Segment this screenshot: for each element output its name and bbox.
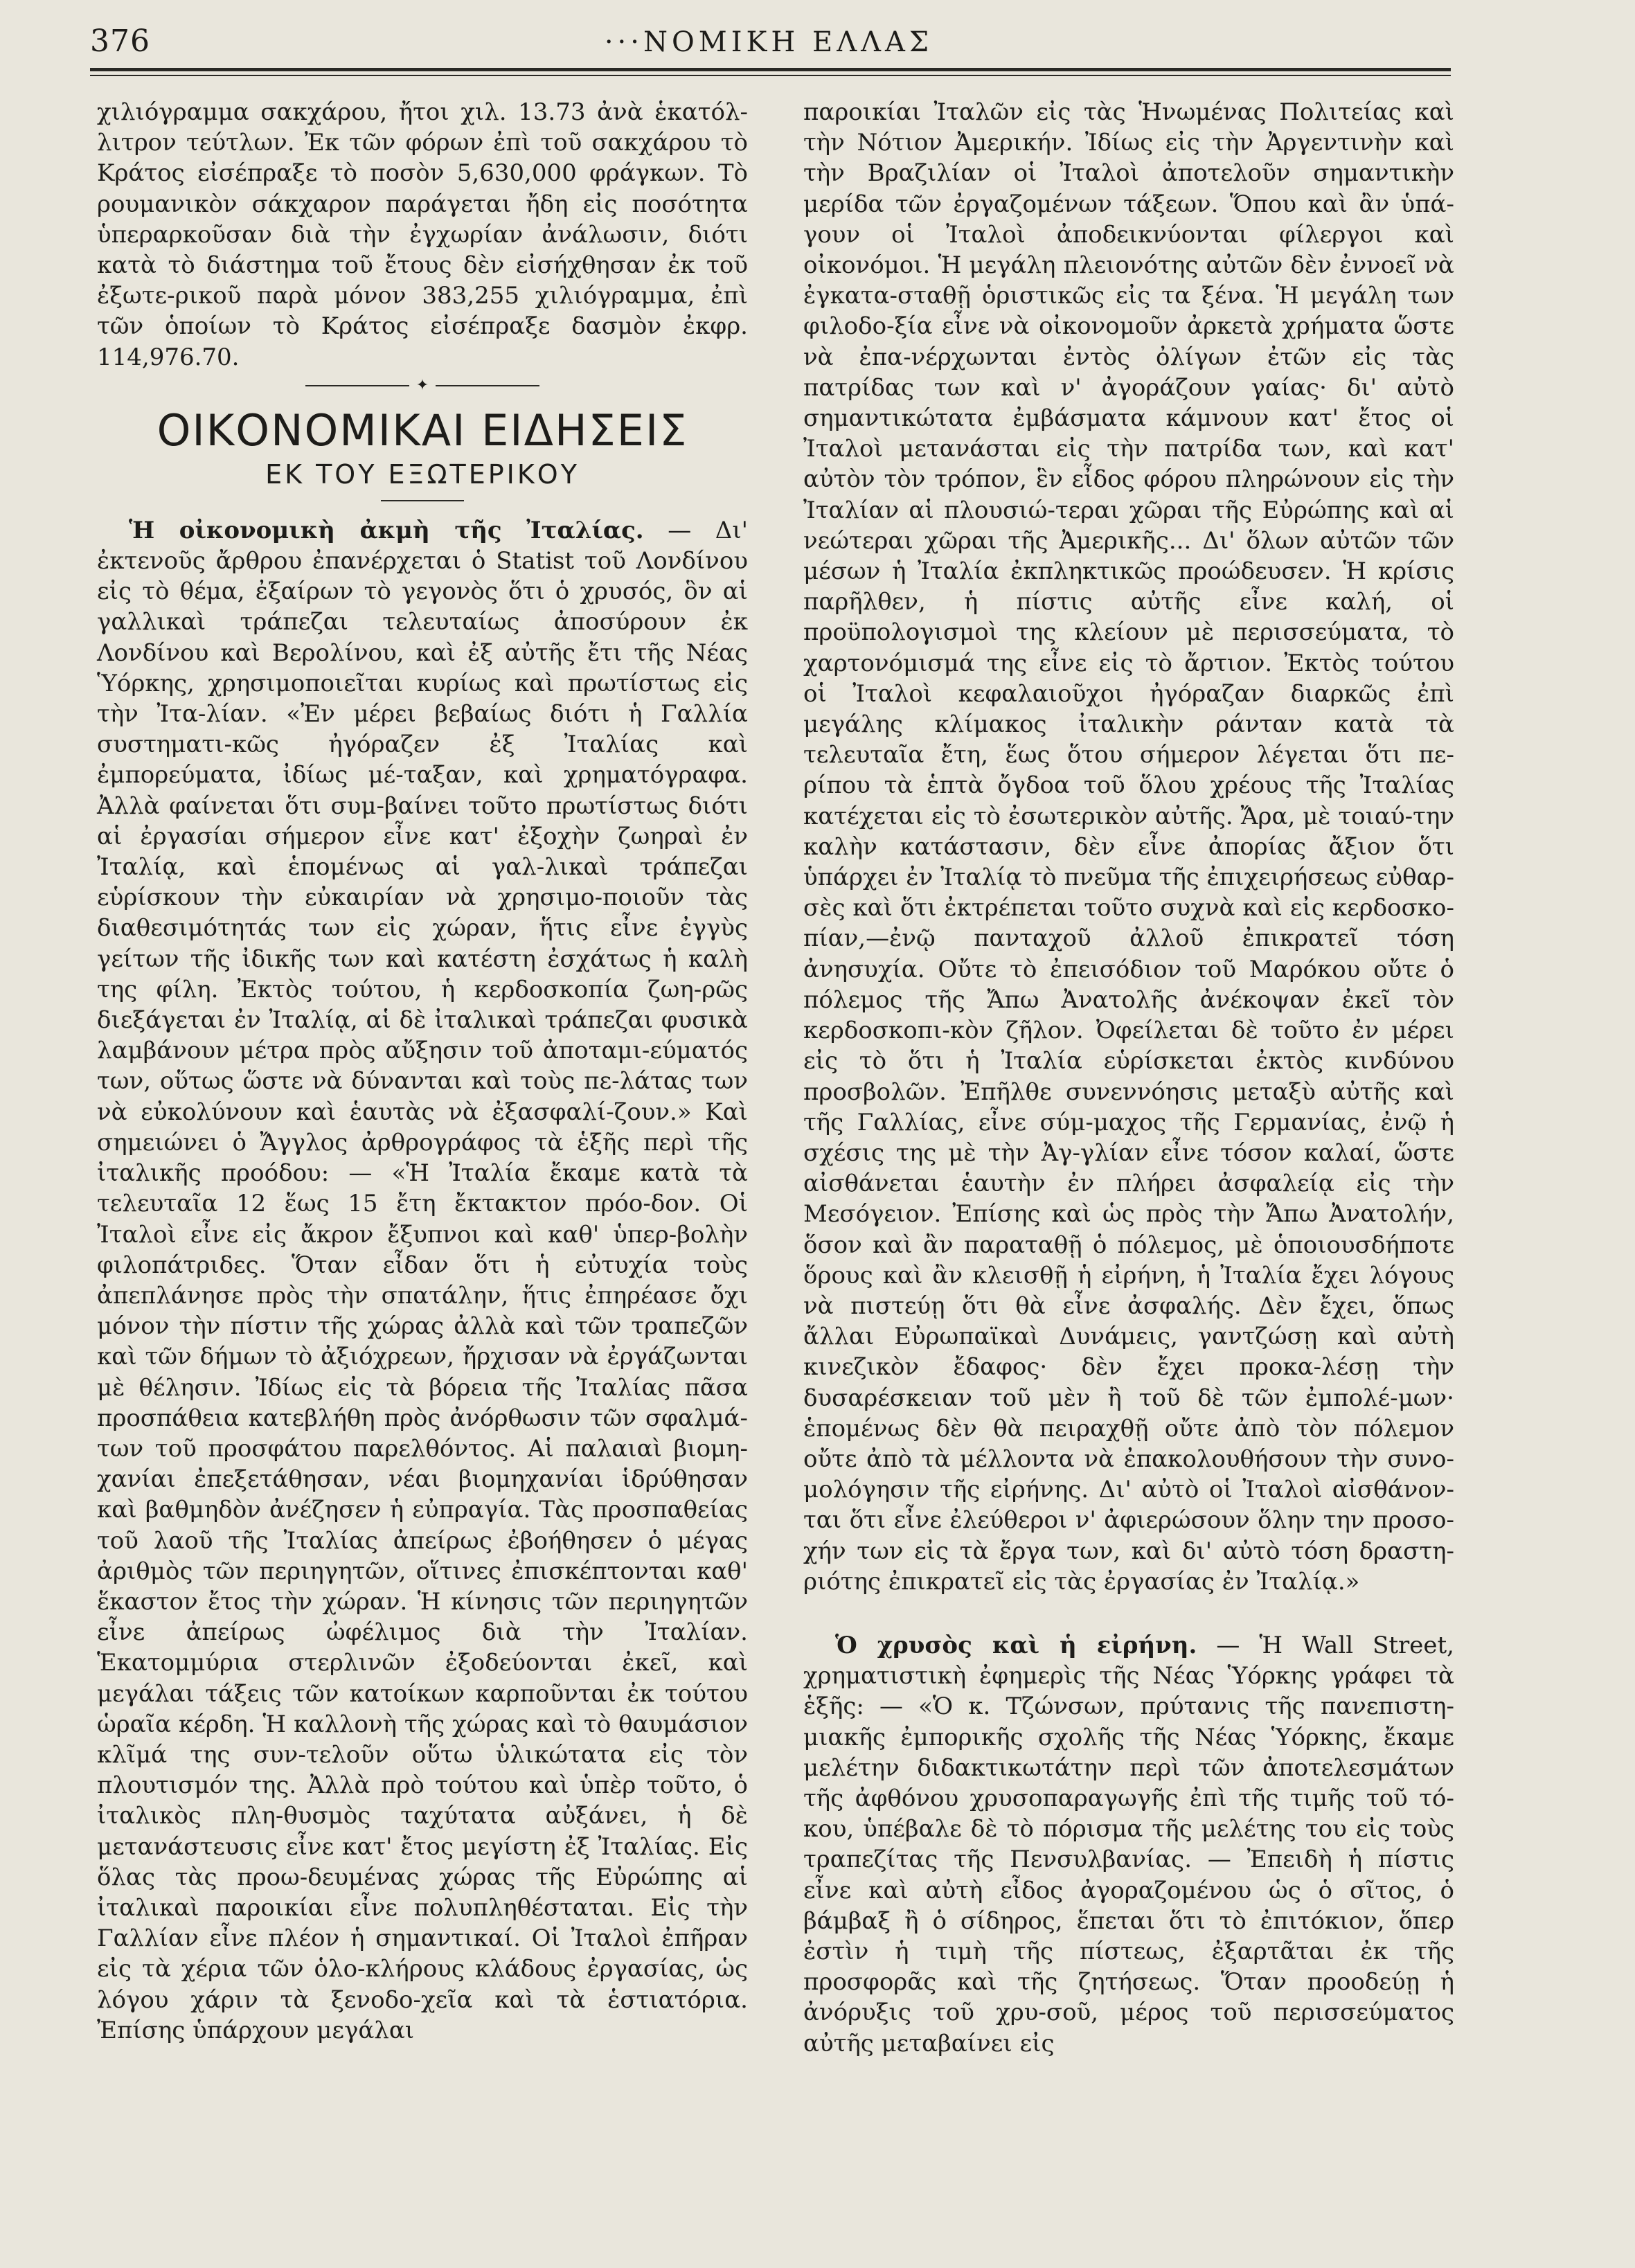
article-gold-text: — Ἡ Wall Street, χρηματιστικὴ ἐφημερὶς τῆς Νέας Ὑόρκης γράφει τὰ ἑξῆς: — «Ὁ κ. Τζώνσων, πρύτανις τῆς πανεπιστη-μιακῆς ἐμπορικῆς σχολῆς τῆς Νέας Ὑόρκης, ἔκαμε μελέτην διδακτικωτάτην περὶ τῶν ἀποτελεσμάτων τῆς ἀφθόνου χρυσοπαραγωγῆς ἐπὶ τῆς τιμῆς τοῦ τό-κου, ὑπέβαλε δὲ τὸ πόρισμα τῆς μελέτης του εἰς τοὺς τραπεζίτας τῆς Πενσυλβανίας. — Ἐπειδὴ ἡ πίστις εἶνε καὶ αὐτὴ εἶδος ἀγοραζομένου ὡς ὁ σῖτος, ὁ βάμβαξ ἢ ὁ σίδηρος, ἕπεται ὅτι τὸ ἐπιτόκιον, ὅπερ ἐστὶν ἡ τιμὴ τῆς πίστεως, ἐξαρτᾶται ἐκ τῆς προσφορᾶς καὶ τῆς ζητήσεως. Ὅταν προοδεύῃ ἡ ἀνόρυξις τοῦ χρυ-σοῦ, μέρος τοῦ περισσεύματος αὐτῆς μεταβαίνει εἰς	[803, 1631, 1454, 2057]
article-italy-paragraph	[97, 515, 748, 2046]
running-title: ···ΝΟΜΙΚΗ ΕΛΛΑΣ	[604, 26, 933, 58]
article-gold-heading: Ὁ χρυσὸς καὶ ἡ εἰρήνη.	[835, 1631, 1197, 1659]
article-italy-text: — Δι' ἐκτενοῦς ἄρθρου ἐπανέρχεται ὁ Statist τοῦ Λονδίνου εἰς τὸ θέμα, ἐξαίρων τὸ γεγονὸς ὅτι ὁ χρυσός, ὃν αἱ γαλλικαὶ τράπεζαι τελευταίως ἀποσύρουν ἐκ Λονδίνου καὶ Βερολίνου, καὶ ἐξ αὐτῆς ἔτι τῆς Νέας Ὑόρκης, χρησιμοποιεῖται κυρίως καὶ πρωτίστως εἰς τὴν Ἰτα-λίαν. «Ἐν μέρει βεβαίως διότι ἡ Γαλλία συστηματι-κῶς ἠγόραζεν ἐξ Ἰταλίας καὶ ἐμπορεύματα, ἰδίως μέ-ταξαν, καὶ χρηματόγραφα. Ἀλλὰ φαίνεται ὅτι συμ-βαίνει τοῦτο πρωτίστως διότι αἱ ἐργασίαι σήμερον εἶνε κατ' ἐξοχὴν ζωηραὶ ἐν Ἰταλίᾳ, καὶ ἑπομένως αἱ γαλ-λικαὶ τράπεζαι εὑρίσκουν τὴν εὐκαιρίαν νὰ χρησιμο-ποιοῦν τὰς διαθεσιμότητάς των εἰς χώραν, ἥτις εἶνε ἐγγὺς γείτων τῆς ἰδικῆς των καὶ κατέστη ἐσχάτως ἡ καλὴ της φίλη. Ἐκτὸς τούτου, ἡ κερδοσκοπία ζωη-ρῶς διεξάγεται ἐν Ἰταλίᾳ, αἱ δὲ ἰταλικαὶ τράπεζαι φυσικὰ λαμβάνουν μέτρα πρὸς αὔξησιν τοῦ ἀποταμι-εύματός των, οὕτως ὥστε νὰ δύνανται καὶ τοὺς πε-λάτας των νὰ εὐκολύνουν καὶ ἑαυτὰς νὰ ἐξασφαλί-ζουν.» Καὶ σημειώνει ὁ Ἄγγλος ἀρθρογράφος τὰ ἑξῆς περὶ τῆς ἰταλικῆς προόδου: — «Ἡ Ἰταλία ἔκαμε κατὰ τὰ τελευταῖα 12 ἕως 15 ἔτη ἔκτακτον πρόο-δον. Οἱ Ἰταλοὶ εἶνε εἰς ἄκρον ἔξυπνοι καὶ καθ' ὑπερ-βολὴν φιλοπάτριδες. Ὅταν εἶδαν ὅτι ἡ εὐτυχία τοὺς ἀπεπλάνησε πρὸς τὴν σπατάλην, ἥτις ἐπηρέασε ὄχι μόνον τὴν πίστιν τῆς χώρας ἀλλὰ καὶ τῶν τραπεζῶν καὶ τῶν δήμων τὸ ἀξιόχρεων, ἤρχισαν νὰ ἐργάζωνται μὲ θέλησιν. Ἰδίως εἰς τὰ βόρεια τῆς Ἰταλίας πᾶσα προσπάθεια κατεβλήθη πρὸς ἀνόρθωσιν τῶν σφαλμά-των τοῦ προσφάτου παρελθόντος. Αἱ παλαιαὶ βιομη-χανίαι ἐπεξετάθησαν, νέαι βιομηχανίαι ἱδρύθησαν καὶ βαθμηδὸν ἀνέζησεν ἡ εὐπραγία. Τὰς προσπαθείας τοῦ λαοῦ τῆς Ἰταλίας ἀπείρως ἐβοήθησεν ὁ μέγας ἀριθμὸς τῶν περιηγητῶν, οἵτινες ἐπισκέπτονται καθ' ἕκαστον ἔτος τὴν χώραν. Ἡ κίνησις τῶν περιηγητῶν εἶνε ἀπείρως ὠφέλιμος διὰ τὴν Ἰταλίαν. Ἑκατομμύρια στερλινῶν ἐξοδεύονται ἐκεῖ, καὶ μεγάλαι τάξεις τῶν κατοίκων καρποῦνται ἐκ τούτου ὡραῖα κέρδη. Ἡ καλλονὴ τῆς χώρας καὶ τὸ θαυμάσιον κλῖμά της συν-τελοῦν οὕτω ὑλικώτατα εἰς τὸν πλουτισμόν της. Ἀλλὰ πρὸ τούτου καὶ ὑπὲρ τοῦτο, ὁ ἰταλικὸς πλη-θυσμὸς ταχύτατα αὐξάνει, ἡ δὲ μετανάστευσις εἶνε κατ' ἔτος μεγίστη ἐξ Ἰταλίας. Εἰς ὅλας τὰς προω-δευμένας χώρας τῆς Εὐρώπης αἱ ἰταλικαὶ παροικίαι εἶνε πολυπληθέσταται. Εἰς τὴν Γαλλίαν εἶνε πλέον ἡ σημαντικαί. Οἱ Ἰταλοὶ ἐπῆραν εἰς τὰ χέρια τῶν ὁλο-κλήρους κλάδους ἐργασίας, ὡς λόγου χάριν τὰ ξενοδο-χεῖα καὶ τὰ ἑστιατόρια. Ἐπίσης ὑπάρχουν μεγάλαι	[97, 516, 748, 2044]
divider-ornament-icon: ✦	[416, 376, 429, 394]
right-column	[803, 97, 1454, 2059]
divider-line-right	[436, 385, 539, 386]
section-divider	[97, 377, 748, 395]
section-subtitle: ΕΚ ΤΟΥ ΕΞΩΤΕΡΙΚΟΥ	[265, 458, 580, 490]
header-rule-thick	[90, 68, 1451, 71]
article-gap	[803, 1597, 1454, 1630]
page-header	[90, 21, 1447, 62]
header-rule-thin	[90, 75, 1451, 76]
left-column	[97, 97, 748, 2046]
page-number: 376	[90, 24, 150, 59]
article-italy-heading: Ἡ οἰκονομικὴ ἀκμὴ τῆς Ἰταλίας.	[129, 516, 644, 544]
divider-line-left	[305, 385, 409, 386]
intro-paragraph: χιλιόγραμμα σακχάρου, ἤτοι χιλ. 13.73 ἀνὰ ἑκατόλ-λιτρον τεύτλων. Ἐκ τῶν φόρων ἐπὶ τοῦ σακχάρου τὸ Κράτος εἰσέπραξε τὸ ποσὸν 5,630,000 φράγκων. Τὸ ρουμανικὸν σάκχαρον παράγεται ἤδη εἰς ποσότητα ὑπεραρκοῦσαν διὰ τὴν ἐγχωρίαν ἀνάλωσιν, διότι κατὰ τὸ διάστημα τοῦ ἔτους δὲν εἰσήχθησαν ἐκ τοῦ ἐξωτε-ρικοῦ παρὰ μόνον 383,255 χιλιόγραμμα, ἐπὶ τῶν ὁποίων τὸ Κράτος εἰσέπραξε δασμὸν ἐκφρ. 114,976.70.	[97, 98, 748, 371]
article-gold-paragraph	[803, 1630, 1454, 2059]
section-title: ΟΙΚΟΝΟΜΙΚΑΙ ΕΙΔΗΣΕΙΣ	[157, 404, 688, 456]
subtitle-rule	[381, 500, 464, 501]
article-italy-continuation: παροικίαι Ἰταλῶν εἰς τὰς Ἡνωμένας Πολιτείας καὶ τὴν Νότιον Ἀμερικήν. Ἰδίως εἰς τὴν Ἀργεντινὴν καὶ τὴν Βραζιλίαν οἱ Ἰταλοὶ ἀποτελοῦν σημαντικὴν μερίδα τῶν ἐργαζομένων τάξεων. Ὅπου καὶ ἂν ὑπά-γουν οἱ Ἰταλοὶ ἀποδεικνύονται φίλεργοι καὶ οἰκονόμοι. Ἡ μεγάλη πλειονότης αὐτῶν δὲν ἐννοεῖ νὰ ἐγκατα-σταθῇ ὁριστικῶς εἰς τα ξένα. Ἡ μεγάλη των φιλοδο-ξία εἶνε νὰ οἰκονομοῦν ἀρκετὰ χρήματα ὥστε νὰ ἐπα-νέρχωνται ἐντὸς ὀλίγων ἐτῶν εἰς τὰς πατρίδας των καὶ ν' ἀγοράζουν γαίας· δι' αὐτὸ σημαντικώτατα ἐμβάσματα κάμνουν κατ' ἔτος οἱ Ἰταλοὶ μετανάσται εἰς τὴν πατρίδα των, καὶ κατ' αὐτὸν τὸν τρόπον, ἓν εἶδος φόρου πληρώνουν εἰς τὴν Ἰταλίαν αἱ πλουσιώ-τεραι χῶραι τῆς Εὐρώπης καὶ αἱ νεώτεραι χῶραι τῆς Ἀμερικῆς... Δι' ὅλων αὐτῶν τῶν μέσων ἡ Ἰταλία ἐκπληκτικῶς προώδευσεν. Ἡ κρίσις παρῆλθεν, ἡ πίστις αὐτῆς εἶνε καλή, οἱ προϋπολογισμοὶ της κλείουν μὲ περισσεύματα, τὸ χαρτονόμισμά της εἶνε εἰς τὸ ἄρτιον. Ἐκτὸς τούτου οἱ Ἰταλοὶ κεφαλαιοῦχοι ἠγόραζαν διαρκῶς ἐπὶ μεγάλης κλίμακος ἰταλικὴν ράνταν κατὰ τὰ τελευταῖα ἔτη, ἕως ὅτου σήμερον λέγεται ὅτι πε-ρίπου τὰ ἑπτὰ ὄγδοα τοῦ ὅλου χρέους τῆς Ἰταλίας κατέχεται εἰς τὸ ἐσωτερικὸν αὐτῆς. Ἄρα, μὲ τοιαύ-την καλὴν κατάστασιν, δὲν εἶνε ἀπορίας ἄξιον ὅτι ὑπάρχει ἐν Ἰταλίᾳ τὸ πνεῦμα τῆς ἐπιχειρήσεως εὐθαρ-σὲς καὶ ὅτι ἐκτρέπεται τοῦτο συχνὰ καὶ εἰς κερδοσκο-πίαν,—ἐνῷ πανταχοῦ ἀλλοῦ ἐπικρατεῖ τόση ἀνησυχία. Οὔτε τὸ ἐπεισόδιον τοῦ Μαρόκου οὔτε ὁ πόλεμος τῆς Ἄπω Ἀνατολῆς ἀνέκοψαν ἐκεῖ τὸν κερδοσκοπι-κὸν ζῆλον. Ὀφείλεται δὲ τοῦτο ἐν μέρει εἰς τὸ ὅτι ἡ Ἰταλία εὑρίσκεται ἐκτὸς κινδύνου προσβολῶν. Ἐπῆλθε συνεννόησις μεταξὺ αὐτῆς καὶ τῆς Γαλλίας, εἶνε σύμ-μαχος τῆς Γερμανίας, ἐνῷ ἡ σχέσις της μὲ τὴν Ἀγ-γλίαν εἶνε τόσον καλαί, ὥστε αἰσθάνεται ἑαυτὴν ἐν πλήρει ἀσφαλείᾳ εἰς τὴν Μεσόγειον. Ἐπίσης καὶ ὡς πρὸς τὴν Ἄπω Ἀνατολήν, ὅσον καὶ ἂν παραταθῇ ὁ πόλεμος, μὲ ὁποιουσδήποτε ὅρους καὶ ἂν κλεισθῇ ἡ εἰρήνη, ἡ Ἰταλία ἔχει λόγους νὰ πιστεύῃ ὅτι θὰ εἶνε ἀσφαλής. Δὲν ἔχει, ὅπως ἄλλαι Εὐρωπαϊκαὶ Δυνάμεις, γαντζώσῃ καὶ αὐτὴ κινεζικὸν ἔδαφος· δὲν ἔχει προκα-λέσῃ τὴν δυσαρέσκειαν τοῦ μὲν ἢ τοῦ δὲ τῶν ἐμπολέ-μων· ἑπομένως δὲν θὰ πειραχθῇ οὔτε ἀπὸ τὸν πόλεμον οὔτε ἀπὸ τὰ μέλλοντα νὰ ἐπακολουθήσουν τὴν συνο-μολόγησιν τῆς εἰρήνης. Δι' αὐτὸ οἱ Ἰταλοὶ αἰσθάνον-ται ὅτι εἶνε ἐλεύθεροι ν' ἀφιερώσουν ὅλην την προσο-χήν των εἰς τὰ ἔργα των, καὶ δι' αὐτὸ τόση δραστη-ριότης ἐπικρατεῖ εἰς τὰς ἐργασίας ἐν Ἰταλίᾳ.»	[803, 98, 1454, 1596]
